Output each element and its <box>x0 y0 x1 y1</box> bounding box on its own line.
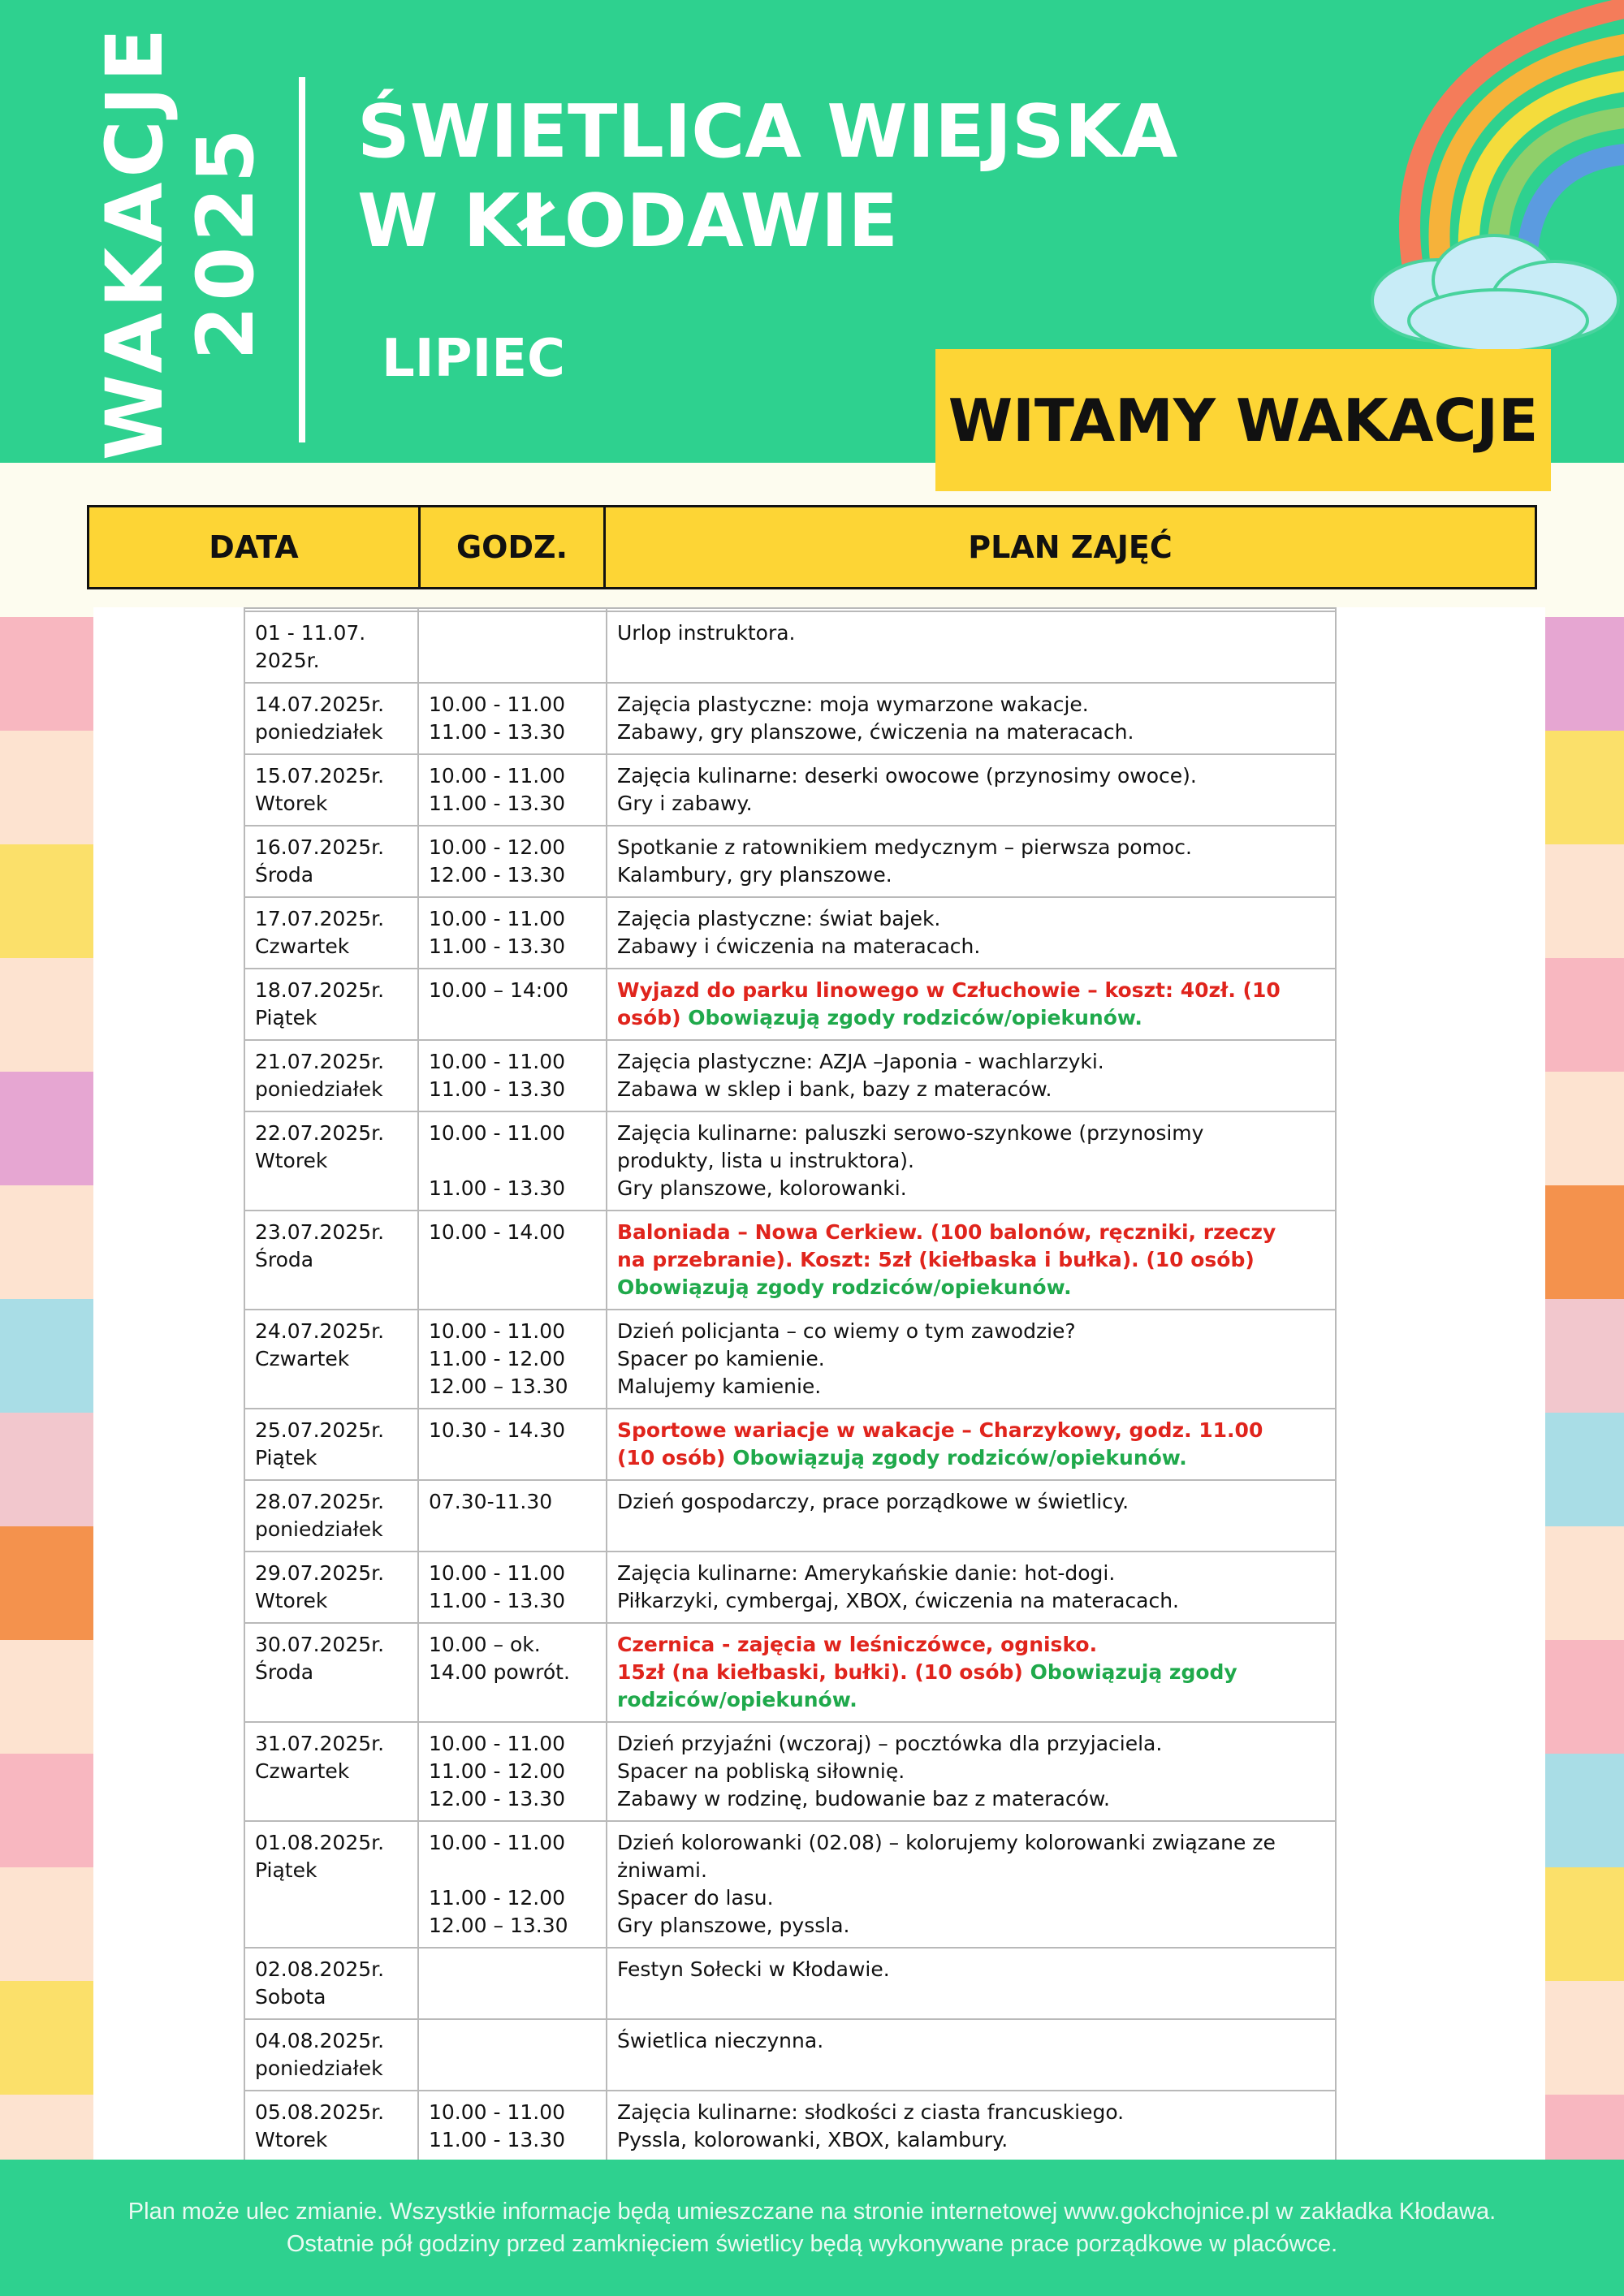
time-cell <box>418 2019 607 2091</box>
header-time: GODZ. <box>421 507 606 587</box>
time-cell <box>418 1623 607 1722</box>
time-text: 11.00 - 13.30 <box>429 2128 566 2151</box>
time-text <box>429 1147 598 1175</box>
vertical-title-line2: 2025 <box>180 123 271 360</box>
header-date: DATA <box>89 507 421 587</box>
date-text: Sobota <box>255 1985 326 2009</box>
plan-cell <box>607 1211 1336 1310</box>
date-text: 05.08.2025r. <box>255 2100 385 2124</box>
plan-text: Gry planszowe, kolorowanki. <box>617 1176 907 1200</box>
plan-cell <box>607 1111 1336 1211</box>
plan-line <box>617 1884 1327 1912</box>
table-row <box>244 1948 1336 2019</box>
table-row <box>244 1623 1336 1722</box>
plan-line <box>617 1345 1327 1373</box>
time-text: 11.00 - 12.00 <box>429 1759 566 1783</box>
plan-line <box>617 1076 1327 1103</box>
time-text: 10.00 - 11.00 <box>429 1732 566 1755</box>
time-text: 10.00 – ok. <box>429 1633 541 1656</box>
consent-notice: Obowiązują zgody <box>1030 1660 1237 1684</box>
date-text: Piątek <box>255 1858 317 1882</box>
time-cell <box>418 1821 607 1948</box>
date-cell <box>244 1821 418 1948</box>
date-cell <box>244 1310 418 1409</box>
time-text: 10.00 - 12.00 <box>429 835 566 859</box>
plan-line <box>617 719 1327 746</box>
table-row <box>244 1211 1336 1310</box>
consent-notice: Obowiązują zgody rodziców/opiekunów. <box>688 1006 1142 1029</box>
time-text: 12.00 - 13.30 <box>429 1787 566 1810</box>
time-cell <box>418 2091 607 2162</box>
header-divider <box>299 77 305 442</box>
time-text: 11.00 - 12.00 <box>429 1347 566 1370</box>
date-text: 18.07.2025r. <box>255 978 385 1002</box>
date-text: 29.07.2025r. <box>255 1561 385 1585</box>
date-cell <box>244 754 418 826</box>
time-cell <box>418 1948 607 2019</box>
plan-cell <box>607 1552 1336 1623</box>
date-text: 16.07.2025r. <box>255 835 385 859</box>
plan-cell <box>607 897 1336 969</box>
table-row <box>244 897 1336 969</box>
date-text: Wtorek <box>255 1589 328 1612</box>
plan-text: Spacer na pobliską siłownię. <box>617 1759 905 1783</box>
date-cell <box>244 1552 418 1623</box>
plan-line <box>617 1004 1327 1032</box>
highlight-text: osób) <box>617 1006 689 1029</box>
time-cell <box>418 1310 607 1409</box>
time-cell <box>418 1409 607 1480</box>
time-text: 11.00 - 12.00 <box>429 1886 566 1910</box>
plan-text: Gry i zabawy. <box>617 792 753 815</box>
plan-line <box>617 1274 1327 1301</box>
consent-notice: Obowiązują zgody rodziców/opiekunów. <box>732 1446 1187 1470</box>
date-cell <box>244 1111 418 1211</box>
date-text: Środa <box>255 863 314 887</box>
date-text: 31.07.2025r. <box>255 1732 385 1755</box>
date-text: Wtorek <box>255 2128 328 2151</box>
time-text: 10.00 – 14:00 <box>429 978 569 1002</box>
plan-line <box>617 619 1327 647</box>
rainbow-cloud-icon <box>1348 0 1624 357</box>
plan-text: Zajęcia kulinarne: słodkości z ciasta francuskiego. <box>617 2100 1125 2124</box>
highlight-text: na przebranie). Koszt: 5zł (kiełbaska i bułka). (10 osób) <box>617 1248 1255 1271</box>
date-text: Czwartek <box>255 1759 350 1783</box>
plan-text: żniwami. <box>617 1858 707 1882</box>
plan-cell <box>607 1310 1336 1409</box>
left-decorative-stripes <box>0 617 93 2160</box>
time-text: 10.00 - 11.00 <box>429 907 566 930</box>
time-text: 10.00 - 11.00 <box>429 1319 566 1343</box>
plan-text: Malujemy kamienie. <box>617 1375 822 1398</box>
time-text <box>429 1857 598 1884</box>
date-cell <box>244 1211 418 1310</box>
plan-line <box>617 790 1327 818</box>
time-cell <box>418 897 607 969</box>
plan-cell <box>607 2091 1336 2162</box>
date-text: poniedziałek <box>255 1077 383 1101</box>
plan-line <box>617 1659 1327 1686</box>
plan-text: Spotkanie z ratownikiem medycznym – pierwsza pomoc. <box>617 835 1192 859</box>
time-text: 11.00 - 13.30 <box>429 1589 566 1612</box>
plan-line <box>617 1373 1327 1400</box>
plan-line <box>617 1829 1327 1857</box>
date-cell <box>244 1948 418 2019</box>
plan-line <box>617 834 1327 861</box>
date-cell <box>244 1040 418 1111</box>
month-label: LIPIEC <box>382 329 565 389</box>
table-row <box>244 611 1336 683</box>
date-cell <box>244 826 418 897</box>
date-text: 17.07.2025r. <box>255 907 385 930</box>
table-row <box>244 969 1336 1040</box>
plan-cell <box>607 1722 1336 1821</box>
plan-text: Świetlica nieczynna. <box>617 2029 824 2052</box>
time-text: 12.00 – 13.30 <box>429 1914 568 1937</box>
plan-text: Zajęcia plastyczne: AZJA –Japonia - wachlarzyki. <box>617 1050 1104 1073</box>
date-text: 01 - 11.07. <box>255 621 366 645</box>
plan-line <box>617 861 1327 889</box>
time-cell <box>418 1552 607 1623</box>
date-text: poniedziałek <box>255 1517 383 1541</box>
plan-line <box>617 1444 1327 1472</box>
date-text: 21.07.2025r. <box>255 1050 385 1073</box>
highlight-text: Sportowe wariacje w wakacje – Charzykowy, godz. 11.00 <box>617 1418 1263 1442</box>
plan-text: Zabawa w sklep i bank, bazy z materaców. <box>617 1077 1052 1101</box>
plan-cell <box>607 969 1336 1040</box>
time-cell <box>418 683 607 754</box>
plan-line <box>617 1318 1327 1345</box>
table-row <box>244 1111 1336 1211</box>
time-text: 11.00 - 13.30 <box>429 792 566 815</box>
date-cell <box>244 2091 418 2162</box>
right-decorative-stripes <box>1545 617 1624 2160</box>
date-text: Wtorek <box>255 792 328 815</box>
time-text: 11.00 - 13.30 <box>429 934 566 958</box>
plan-line <box>617 1048 1327 1076</box>
highlight-text: (10 osób) <box>617 1446 733 1470</box>
time-text: 11.00 - 13.30 <box>429 1077 566 1101</box>
highlight-text: Baloniada – Nowa Cerkiew. (100 balonów, ręczniki, rzeczy <box>617 1220 1276 1244</box>
time-text: 10.00 - 11.00 <box>429 2100 566 2124</box>
plan-text: Zajęcia kulinarne: paluszki serowo-szynkowe (przynosimy <box>617 1121 1204 1145</box>
plan-line <box>617 2099 1327 2126</box>
plan-line <box>617 1912 1327 1940</box>
table-row <box>244 1040 1336 1111</box>
date-cell <box>244 1722 418 1821</box>
consent-notice: Obowiązują zgody rodziców/opiekunów. <box>617 1275 1072 1299</box>
plan-text: Zabawy, gry planszowe, ćwiczenia na materacach. <box>617 720 1134 744</box>
plan-cell <box>607 826 1336 897</box>
plan-text: Piłkarzyki, cymbergaj, XBOX, ćwiczenia na materacach. <box>617 1589 1180 1612</box>
plan-line <box>617 2126 1327 2154</box>
table-row <box>244 826 1336 897</box>
table-row <box>244 1310 1336 1409</box>
plan-text: Kalambury, gry planszowe. <box>617 863 892 887</box>
header-plan: PLAN ZAJĘĆ <box>968 529 1173 565</box>
plan-line <box>617 905 1327 933</box>
table-row <box>244 2091 1336 2162</box>
date-text: Piątek <box>255 1006 317 1029</box>
time-text: 10.00 - 11.00 <box>429 1561 566 1585</box>
date-cell <box>244 1623 418 1722</box>
time-cell <box>418 826 607 897</box>
plan-text: Dzień policjanta – co wiemy o tym zawodzie? <box>617 1319 1076 1343</box>
plan-text: Urlop instruktora. <box>617 621 796 645</box>
table-row <box>244 2019 1336 2091</box>
plan-text: Dzień kolorowanki (02.08) – kolorujemy kolorowanki związane ze <box>617 1831 1276 1854</box>
highlight-text: Czernica - zajęcia w leśniczówce, ognisko. <box>617 1633 1098 1656</box>
plan-text: Zajęcia plastyczne: świat bajek. <box>617 907 941 930</box>
time-text: 14.00 powrót. <box>429 1660 570 1684</box>
plan-line <box>617 2027 1327 2055</box>
highlight-text: Wyjazd do parku linowego w Człuchowie – koszt: 40zł. (10 <box>617 978 1281 1002</box>
time-cell <box>418 754 607 826</box>
plan-line <box>617 1758 1327 1785</box>
date-text: 15.07.2025r. <box>255 764 385 788</box>
vertical-title <box>89 23 271 460</box>
date-text: Czwartek <box>255 934 350 958</box>
plan-cell <box>607 611 1336 683</box>
plan-text: Spacer do lasu. <box>617 1886 774 1910</box>
plan-cell <box>607 1040 1336 1111</box>
plan-line <box>617 1147 1327 1175</box>
plan-cell <box>607 1480 1336 1552</box>
plan-text: Zabawy i ćwiczenia na materacach. <box>617 934 981 958</box>
plan-text: Pyssla, kolorowanki, XBOX, kalambury. <box>617 2128 1009 2151</box>
time-cell <box>418 611 607 683</box>
table-row <box>244 1480 1336 1552</box>
welcome-banner: WITAMY WAKACJE <box>935 349 1551 491</box>
date-text: Środa <box>255 1248 314 1271</box>
plan-cell <box>607 683 1336 754</box>
date-cell <box>244 1480 418 1552</box>
date-text: 2025r. <box>255 649 320 672</box>
footer-line1: Plan może ulec zmianie. Wszystkie informacje będą umieszczane na stronie internetowej www.gokchojnice.pl w zakładka Kłodawa. <box>127 2199 1497 2225</box>
date-text: Czwartek <box>255 1347 350 1370</box>
plan-line <box>617 1631 1327 1659</box>
plan-line <box>617 1417 1327 1444</box>
table-row <box>244 1552 1336 1623</box>
plan-text: Dzień gospodarczy, prace porządkowe w świetlicy. <box>617 1490 1129 1513</box>
plan-line <box>617 1488 1327 1516</box>
time-cell <box>418 1480 607 1552</box>
plan-text: Spacer po kamienie. <box>617 1347 825 1370</box>
plan-text: produkty, lista u instruktora). <box>617 1149 914 1172</box>
date-cell <box>244 897 418 969</box>
plan-line <box>617 691 1327 719</box>
date-text: 01.08.2025r. <box>255 1831 385 1854</box>
time-cell <box>418 1211 607 1310</box>
plan-line <box>617 1730 1327 1758</box>
schedule-body <box>244 608 1336 2162</box>
plan-line <box>617 1857 1327 1884</box>
time-text: 10.00 - 11.00 <box>429 764 566 788</box>
plan-text: Zabawy w rodzinę, budowanie baz z materaców. <box>617 1787 1110 1810</box>
date-text: 28.07.2025r. <box>255 1490 385 1513</box>
table-row <box>244 1409 1336 1480</box>
plan-line <box>617 1560 1327 1587</box>
date-text: 30.07.2025r. <box>255 1633 385 1656</box>
table-row <box>244 683 1336 754</box>
plan-line <box>617 762 1327 790</box>
plan-cell <box>607 1409 1336 1480</box>
plan-line <box>617 1120 1327 1147</box>
time-text: 11.00 - 13.30 <box>429 1176 566 1200</box>
title-line2: W KŁODAWIE <box>357 179 898 264</box>
time-cell <box>418 1722 607 1821</box>
consent-notice: rodziców/opiekunów. <box>617 1688 857 1711</box>
date-text: poniedziałek <box>255 720 383 744</box>
date-cell <box>244 1409 418 1480</box>
date-cell <box>244 683 418 754</box>
schedule-table-header <box>87 505 1537 589</box>
highlight-text: 15zł (na kiełbaski, bułki). (10 osób) <box>617 1660 1030 1684</box>
date-text: 25.07.2025r. <box>255 1418 385 1442</box>
plan-cell <box>607 2019 1336 2091</box>
time-text: 10.00 - 11.00 <box>429 1121 566 1145</box>
footer-line2: Ostatnie pół godziny przed zamknięciem świetlicy będą wykonywane prace porządkowe w placówce. <box>286 2231 1338 2257</box>
plan-line <box>617 933 1327 960</box>
date-cell <box>244 969 418 1040</box>
plan-line <box>617 1175 1327 1202</box>
date-text: poniedziałek <box>255 2056 383 2080</box>
plan-line <box>617 1686 1327 1714</box>
plan-cell <box>607 1821 1336 1948</box>
table-row <box>244 1821 1336 1948</box>
time-text: 10.30 - 14.30 <box>429 1418 566 1442</box>
page-title <box>357 88 1177 266</box>
date-text: Wtorek <box>255 1149 328 1172</box>
date-text: 14.07.2025r. <box>255 693 385 716</box>
plan-cell <box>607 754 1336 826</box>
date-text: 04.08.2025r. <box>255 2029 385 2052</box>
time-text: 10.00 - 11.00 <box>429 693 566 716</box>
time-text: 12.00 - 13.30 <box>429 863 566 887</box>
vertical-title-line1: WAKACJE <box>89 23 180 460</box>
plan-line <box>617 1956 1327 1983</box>
date-text: 02.08.2025r. <box>255 1957 385 1981</box>
time-text: 10.00 - 14.00 <box>429 1220 566 1244</box>
plan-text: Zajęcia plastyczne: moja wymarzone wakacje. <box>617 693 1089 716</box>
time-cell <box>418 969 607 1040</box>
time-cell <box>418 1111 607 1211</box>
date-text: Piątek <box>255 1446 317 1470</box>
plan-text: Zajęcia kulinarne: deserki owocowe (przynosimy owoce). <box>617 764 1197 788</box>
title-line1: ŚWIETLICA WIEJSKA <box>357 89 1178 175</box>
plan-line <box>617 1219 1327 1246</box>
plan-line <box>617 1587 1327 1615</box>
date-cell <box>244 2019 418 2091</box>
date-text: 23.07.2025r. <box>255 1220 385 1244</box>
plan-line <box>617 1785 1327 1813</box>
time-text: 12.00 – 13.30 <box>429 1375 568 1398</box>
plan-text: Gry planszowe, pyssla. <box>617 1914 850 1937</box>
table-row <box>244 754 1336 826</box>
plan-text: Dzień przyjaźni (wczoraj) – pocztówka dla przyjaciela. <box>617 1732 1163 1755</box>
footer <box>0 2160 1624 2296</box>
date-text: Środa <box>255 1660 314 1684</box>
date-cell <box>244 611 418 683</box>
time-cell <box>418 1040 607 1111</box>
time-text: 10.00 - 11.00 <box>429 1050 566 1073</box>
table-row <box>244 1722 1336 1821</box>
schedule-table <box>244 607 1337 2163</box>
time-text: 11.00 - 13.30 <box>429 720 566 744</box>
time-text: 10.00 - 11.00 <box>429 1831 566 1854</box>
time-text: 07.30-11.30 <box>429 1490 553 1513</box>
plan-cell <box>607 1948 1336 2019</box>
plan-line <box>617 1246 1327 1274</box>
date-text: 24.07.2025r. <box>255 1319 385 1343</box>
plan-line <box>617 977 1327 1004</box>
plan-cell <box>607 1623 1336 1722</box>
plan-text: Zajęcia kulinarne: Amerykańskie danie: hot-dogi. <box>617 1561 1116 1585</box>
date-text: 22.07.2025r. <box>255 1121 385 1145</box>
plan-text: Festyn Sołecki w Kłodawie. <box>617 1957 890 1981</box>
